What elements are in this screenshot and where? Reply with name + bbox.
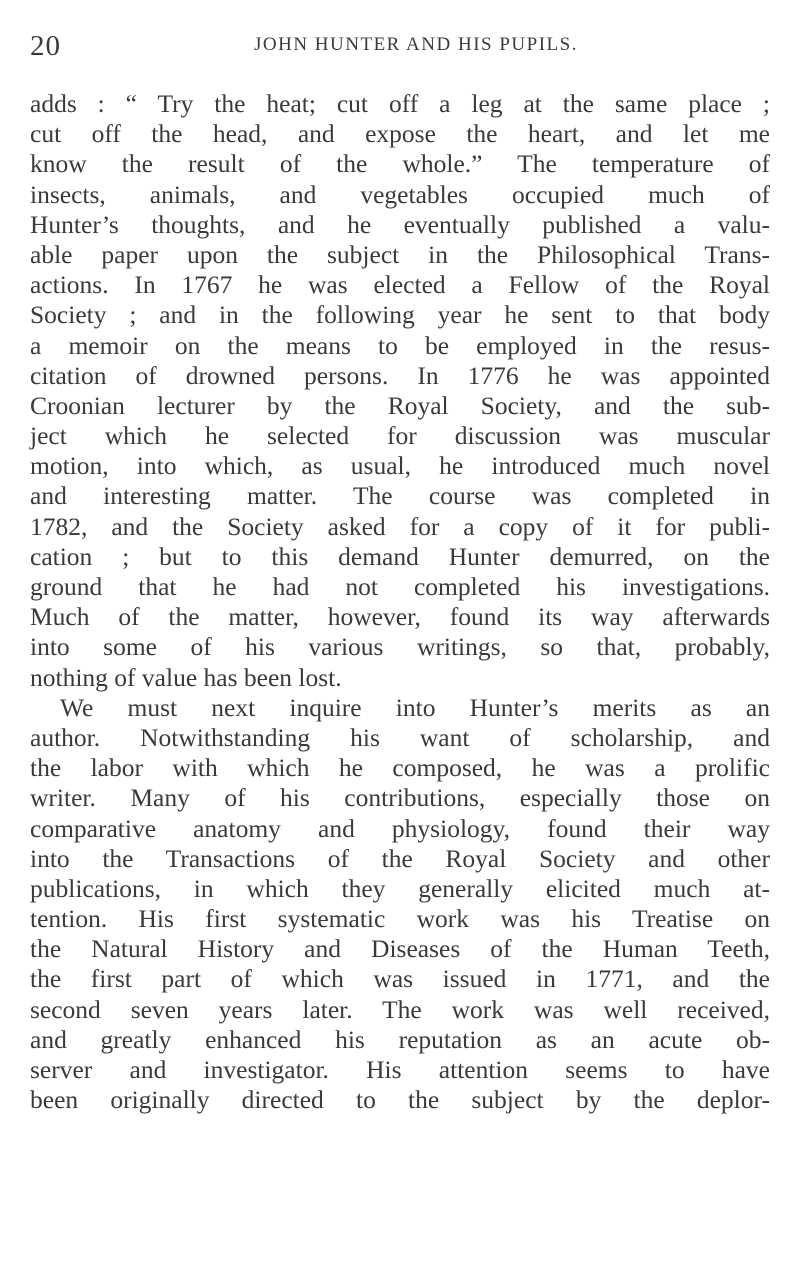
- text-line: insects, animals, and vegetables occupied much of: [30, 179, 770, 209]
- text-line: Much of the matter, however, found its way afterwards: [30, 602, 770, 632]
- text-line: ject which he selected for discussion was muscular: [30, 421, 770, 451]
- text-line: comparative anatomy and physiology, found their way: [30, 813, 770, 843]
- text-line: actions. In 1767 he was elected a Fellow of the Royal: [30, 270, 770, 300]
- text-line: motion, into which, as usual, he introduced much novel: [30, 451, 770, 481]
- text-line: second seven years later. The work was well received,: [30, 994, 770, 1024]
- text-line: writer. Many of his contributions, especially those on: [30, 783, 770, 813]
- text-line: cut off the head, and expose the heart, and let me: [30, 119, 770, 149]
- text-line: Hunter’s thoughts, and he eventually published a valu-: [30, 209, 770, 239]
- page-header: [24, 30, 776, 64]
- text-line: server and investigator. His attention seems to have: [30, 1055, 770, 1084]
- text-line: been originally directed to the subject by the deplor-: [30, 1085, 770, 1115]
- text-line: the first part of which was issued in 1771, and the: [30, 964, 770, 994]
- text-line: able paper upon the subject in the Philosophical Trans-: [30, 239, 770, 269]
- text-line: 1782, and the Society asked for a copy of it for publi-: [30, 511, 770, 541]
- text-line: into the Transactions of the Royal Society and other: [30, 843, 770, 873]
- text-line: adds : “ Try the heat; cut off a leg at the same place ;: [30, 89, 770, 118]
- page-number: 20: [30, 30, 61, 62]
- body-text: [30, 89, 770, 1115]
- text-line: ground that he had not completed his investigations.: [30, 572, 770, 601]
- paragraph-start-line: We must next inquire into Hunter’s merits as an: [60, 692, 770, 722]
- running-head: JOHN HUNTER AND HIS PUPILS.: [254, 34, 578, 55]
- text-line: author. Notwithstanding his want of scholarship, and: [30, 722, 770, 752]
- text-line: into some of his various writings, so that, probably,: [30, 632, 770, 662]
- text-line: and greatly enhanced his reputation as an acute ob-: [30, 1024, 770, 1054]
- text-line: publications, in which they generally elicited much at-: [30, 873, 770, 903]
- text-line: cation ; but to this demand Hunter demurred, on the: [30, 541, 770, 571]
- paragraph-end-line: nothing of value has been lost.: [30, 662, 342, 692]
- text-line: the Natural History and Diseases of the Human Teeth,: [30, 934, 770, 964]
- text-line: tention. His first systematic work was his Treatise on: [30, 904, 770, 934]
- text-line: and interesting matter. The course was completed in: [30, 481, 770, 511]
- text-line: know the result of the whole.” The temperature of: [30, 149, 770, 179]
- text-line: Croonian lecturer by the Royal Society, and the sub-: [30, 390, 770, 420]
- text-line: a memoir on the means to be employed in the resus-: [30, 330, 770, 360]
- text-line: Society ; and in the following year he sent to that body: [30, 300, 770, 330]
- text-line: the labor with which he composed, he was a prolific: [30, 753, 770, 783]
- text-line: citation of drowned persons. In 1776 he was appointed: [30, 360, 770, 390]
